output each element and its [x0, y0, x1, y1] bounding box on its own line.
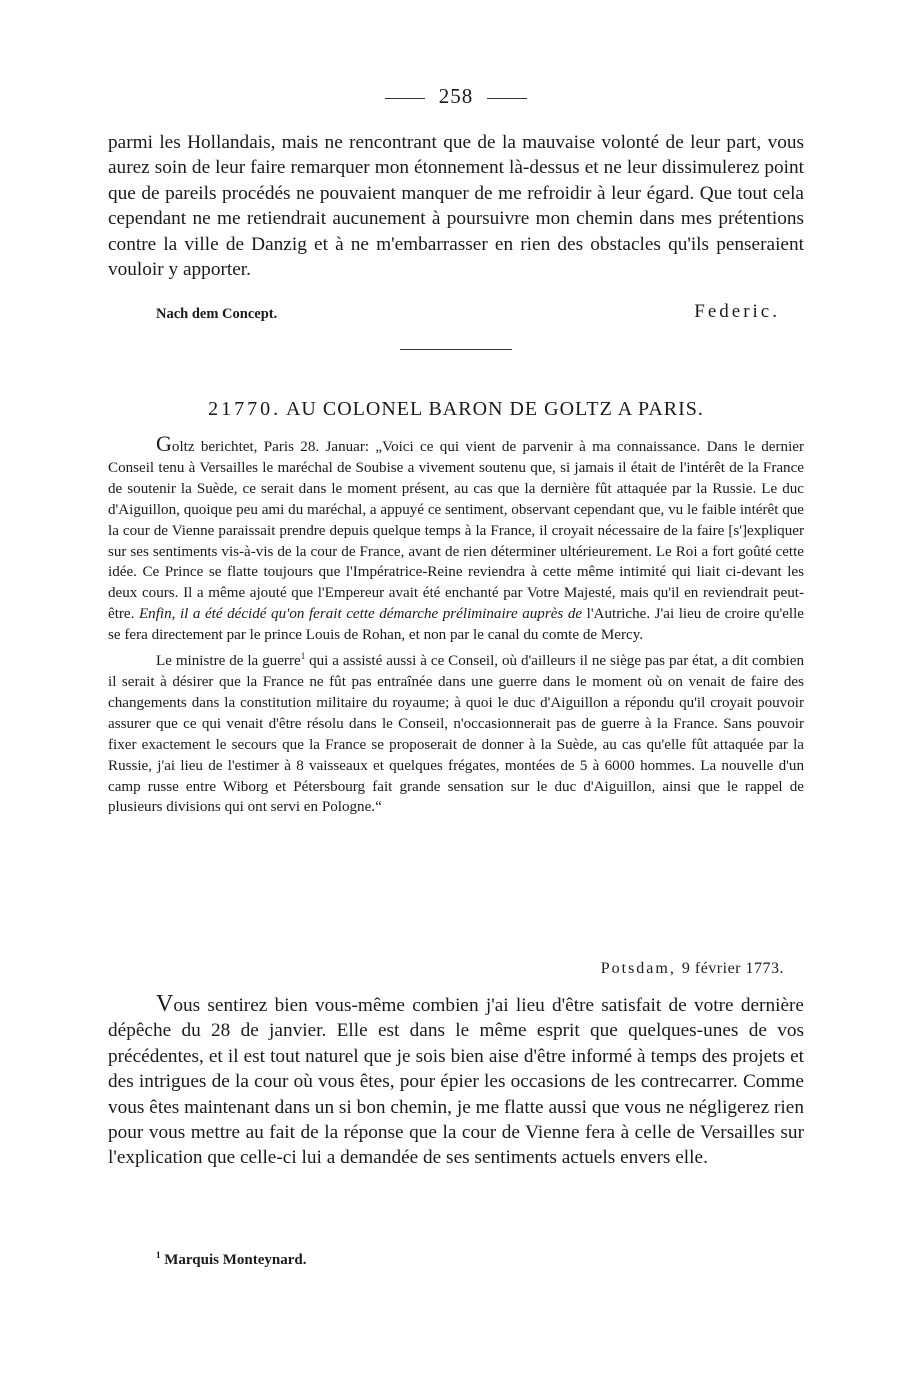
- dateline-place: Potsdam,: [600, 960, 676, 977]
- dateline: [108, 960, 784, 978]
- letter-title: AU COLONEL BARON DE GOLTZ A PARIS.: [285, 398, 704, 420]
- letter-number: 21770.: [208, 398, 282, 420]
- letter-body-paragraph: [108, 992, 804, 1171]
- previous-letter-text: parmi les Hollandais, mais ne rencontrant que de la mauvaise volonté de leur part, vous aurez soin de leur faire remarquer mon étonnement là-dessus et ne leur dissimulerez point que de pareils procédés ne pouvaient manquer de me refroidir à leur égard. Que tout cela cependant ne me retiendrait aucunement à poursuivre mon chemin dans mes prétentions contre la ville de Danzig et à ne m'embarrasser en rien des obstacles qu'ils penseraient vouloir y apporter.: [108, 132, 804, 281]
- summary-text-a: oltz berichtet, Paris 28. Januar: „Voici ce qui vient de parvenir à ma connaissance. Dans le dernier Conseil tenu à Versailles le maréchal de Soubise a vivement soutenu que, si jamais il était de l'intérêt de la France de soutenir la Suède, ce serait dans le moment présent, au cas que la dernière fût attaquée par la Russie. Le duc d'Aiguillon, quoique peu ami du maréchal, a appuyé ce sentiment, observant cependant que, vu le faible intérêt que la cour de Vienne paraissait prendre depuis quelque temps à la France, il croyait nécessaire de la faire [s']expliquer sur ses sentiments vis-à-vis de la cour de France, avant de rien déterminer ultérieurement. Le Roi a fort goûté cette idée. Ce Prince se flatte toujours que l'Impératrice-Reine reviendra à cette même intimité qui liait ci-devant les deux cours. Il a même ajouté que l'Empereur avait été enchanté par Votre Majesté, mais qu'il en reviendrait peut-être.: [108, 439, 804, 623]
- letter-initial: V: [156, 991, 174, 1017]
- signature-line: [156, 301, 780, 323]
- section-divider: [400, 349, 512, 350]
- previous-letter-ending: [108, 130, 804, 282]
- summary-p2-text-a: Le ministre de la guerre: [156, 653, 301, 670]
- summary-text-b: l'Autriche. J'ai lieu de croire qu'elle se fera directement par le prince Louis de Rohan, et non par le canal du comte de Mercy.: [108, 606, 804, 644]
- header-dash-right: [487, 98, 527, 99]
- dateline-date: 9 février 1773.: [681, 960, 784, 977]
- source-note: Nach dem Concept.: [156, 306, 278, 322]
- letter-body: [108, 992, 804, 1171]
- summary-paragraph-1: [108, 431, 804, 646]
- page-header: [108, 84, 804, 109]
- report-summary: [108, 431, 804, 818]
- letter-heading: [108, 398, 804, 421]
- page-number: 258: [438, 84, 474, 108]
- footnote-text: Marquis Monteynard.: [164, 1252, 307, 1268]
- footnote-reference: 1: [300, 651, 306, 662]
- letter-body-text: ous sentirez bien vous-même combien j'ai lieu d'être satisfait de votre dernière dépêche du 28 de janvier. Elle est dans le même esprit que quelques-unes de vos précédentes, et il est tout naturel que je sois bien aise d'être informé à temps des projets et des intrigues de la cour où vous êtes, pour épier les occasions de les contrecarrer. Comme vous êtes maintenant dans un si bon chemin, je me flatte aussi que vous ne négligerez rien pour vous mettre au fait de la réponse que la cour de Vienne fera à celle de Versailles sur l'explication que celle-ci lui a demandée de ses sentiments actuels envers elle.: [108, 995, 804, 1169]
- footnote-mark: 1: [156, 1250, 161, 1260]
- summary-italic-text: Enfin, il a été décidé qu'on ferait cette démarche préliminaire auprès de: [138, 606, 583, 623]
- summary-p2-text-b: qui a assisté aussi à ce Conseil, où d'ailleurs il ne siège pas par état, a dit combien il serait à désirer que la France ne fût pas entraînée dans une guerre dans le moment où on venait de faire des changements dans la constitution militaire du royaume; à quoi le duc d'Aiguillon a répondu qu'il croyait pouvoir assurer que ce qui venait d'être résolu dans le Conseil, n'occasionnerait pas de guerre à la France. Sans pouvoir fixer exactement le secours que la France se proposerait de donner à la Suède, au cas qu'elle fût attaquée par la Russie, j'ai lieu de l'estimer à 8 vaisseaux et quelques frégates, montées de 5 à 6000 hommes. La nouvelle d'un camp russe entre Wiborg et Pétersbourg fait grande sensation sur le duc d'Aiguillon, ainsi que le rappel de plusieurs divisions qui ont servi en Pologne.“: [108, 653, 804, 816]
- header-dash-left: [385, 98, 425, 99]
- summary-paragraph-2: [108, 646, 804, 818]
- signature: Federic.: [694, 301, 780, 322]
- footnote: [156, 1250, 306, 1269]
- summary-initial: G: [156, 431, 172, 456]
